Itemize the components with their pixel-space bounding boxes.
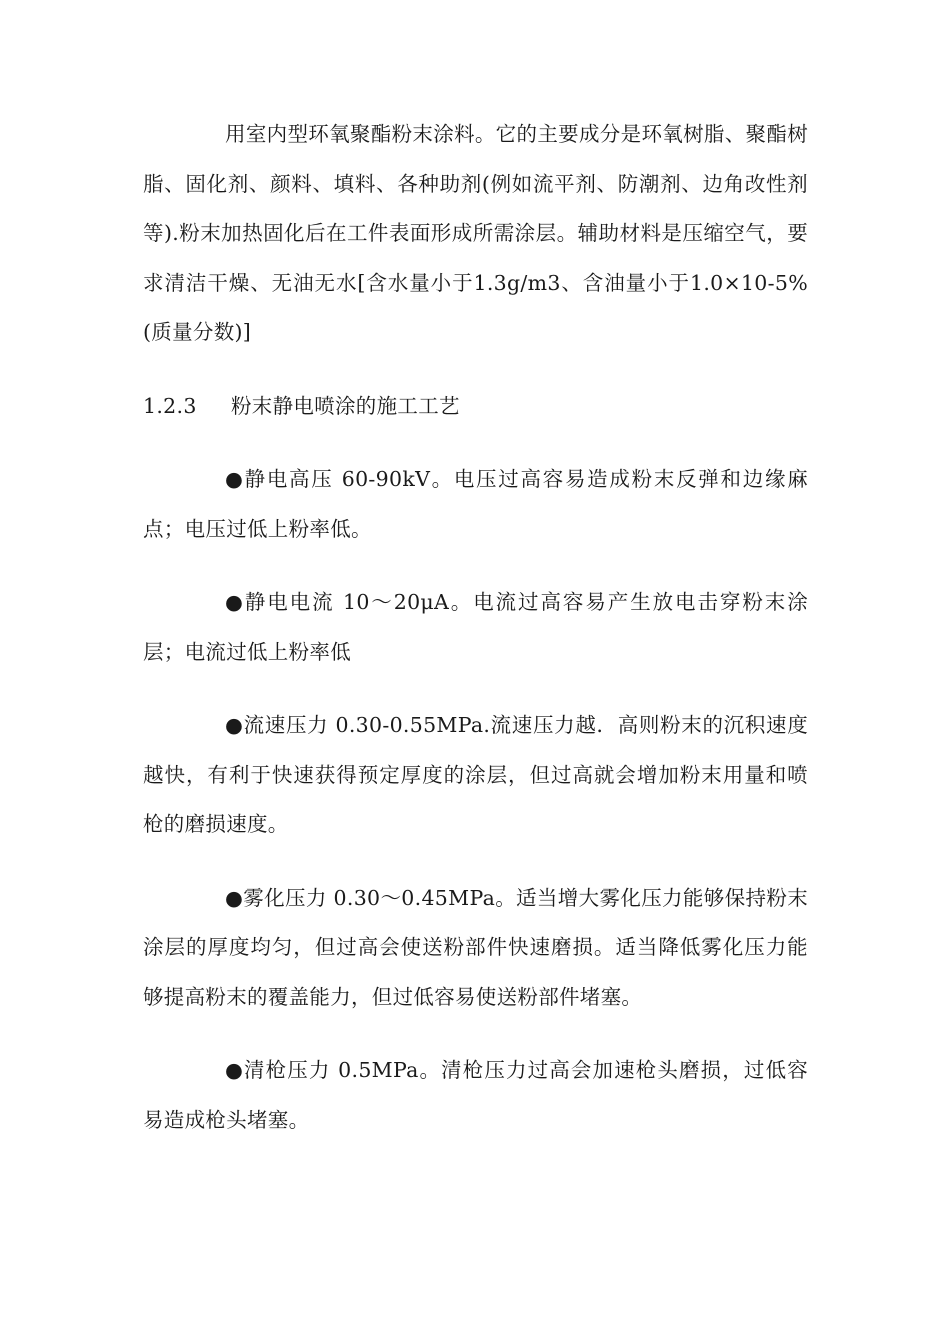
bullet-cleaning-pressure: ●清枪压力 0.5MPa。清枪压力过高会加速枪头磨损，过低容易造成枪头堵塞。 <box>143 1058 808 1132</box>
paragraph-gap <box>143 431 808 455</box>
intro-paragraph: 用室内型环氧聚酯粉末涂料。它的主要成分是环氧树脂、聚酯树脂、固化剂、颜料、填料、各种助剂(例如流平剂、防潮剂、边角改性剂等).粉末加热固化后在工件表面形成所需涂层。辅助材料是压缩空气，要求清洁干燥、无油无水[含水量小于1.3g/m3、含油量小于1.0×10-5%(质量分数)] <box>143 122 808 344</box>
paragraph-gap <box>143 677 808 701</box>
document-body <box>143 110 808 1145</box>
section-heading <box>143 382 808 432</box>
bullet-current: ●静电电流 10～20μA。电流过高容易产生放电击穿粉末涂层；电流过低上粉率低 <box>143 590 808 664</box>
section-number: 1.2.3 <box>143 393 197 418</box>
paragraph-gap <box>143 1022 808 1046</box>
bullet-high-voltage: ●静电高压 60-90kV。电压过高容易造成粉末反弹和边缘麻点；电压过低上粉率低。 <box>143 467 808 541</box>
paragraph-gap <box>143 554 808 578</box>
bullet-flow-pressure: ●流速压力 0.30-0.55MPa.流速压力越．高则粉末的沉积速度越快，有利于快速获得预定厚度的涂层，但过高就会增加粉末用量和喷枪的磨损速度。 <box>143 713 808 836</box>
section-title: 粉末静电喷涂的施工工艺 <box>231 393 460 418</box>
paragraph-gap <box>143 850 808 874</box>
paragraph-gap <box>143 358 808 382</box>
bullet-atomizing-pressure: ●雾化压力 0.30～0.45MPa。适当增大雾化压力能够保持粉末涂层的厚度均匀，但过高会使送粉部件快速磨损。适当降低雾化压力能够提高粉末的覆盖能力，但过低容易使送粉部件堵塞。 <box>143 885 808 1009</box>
